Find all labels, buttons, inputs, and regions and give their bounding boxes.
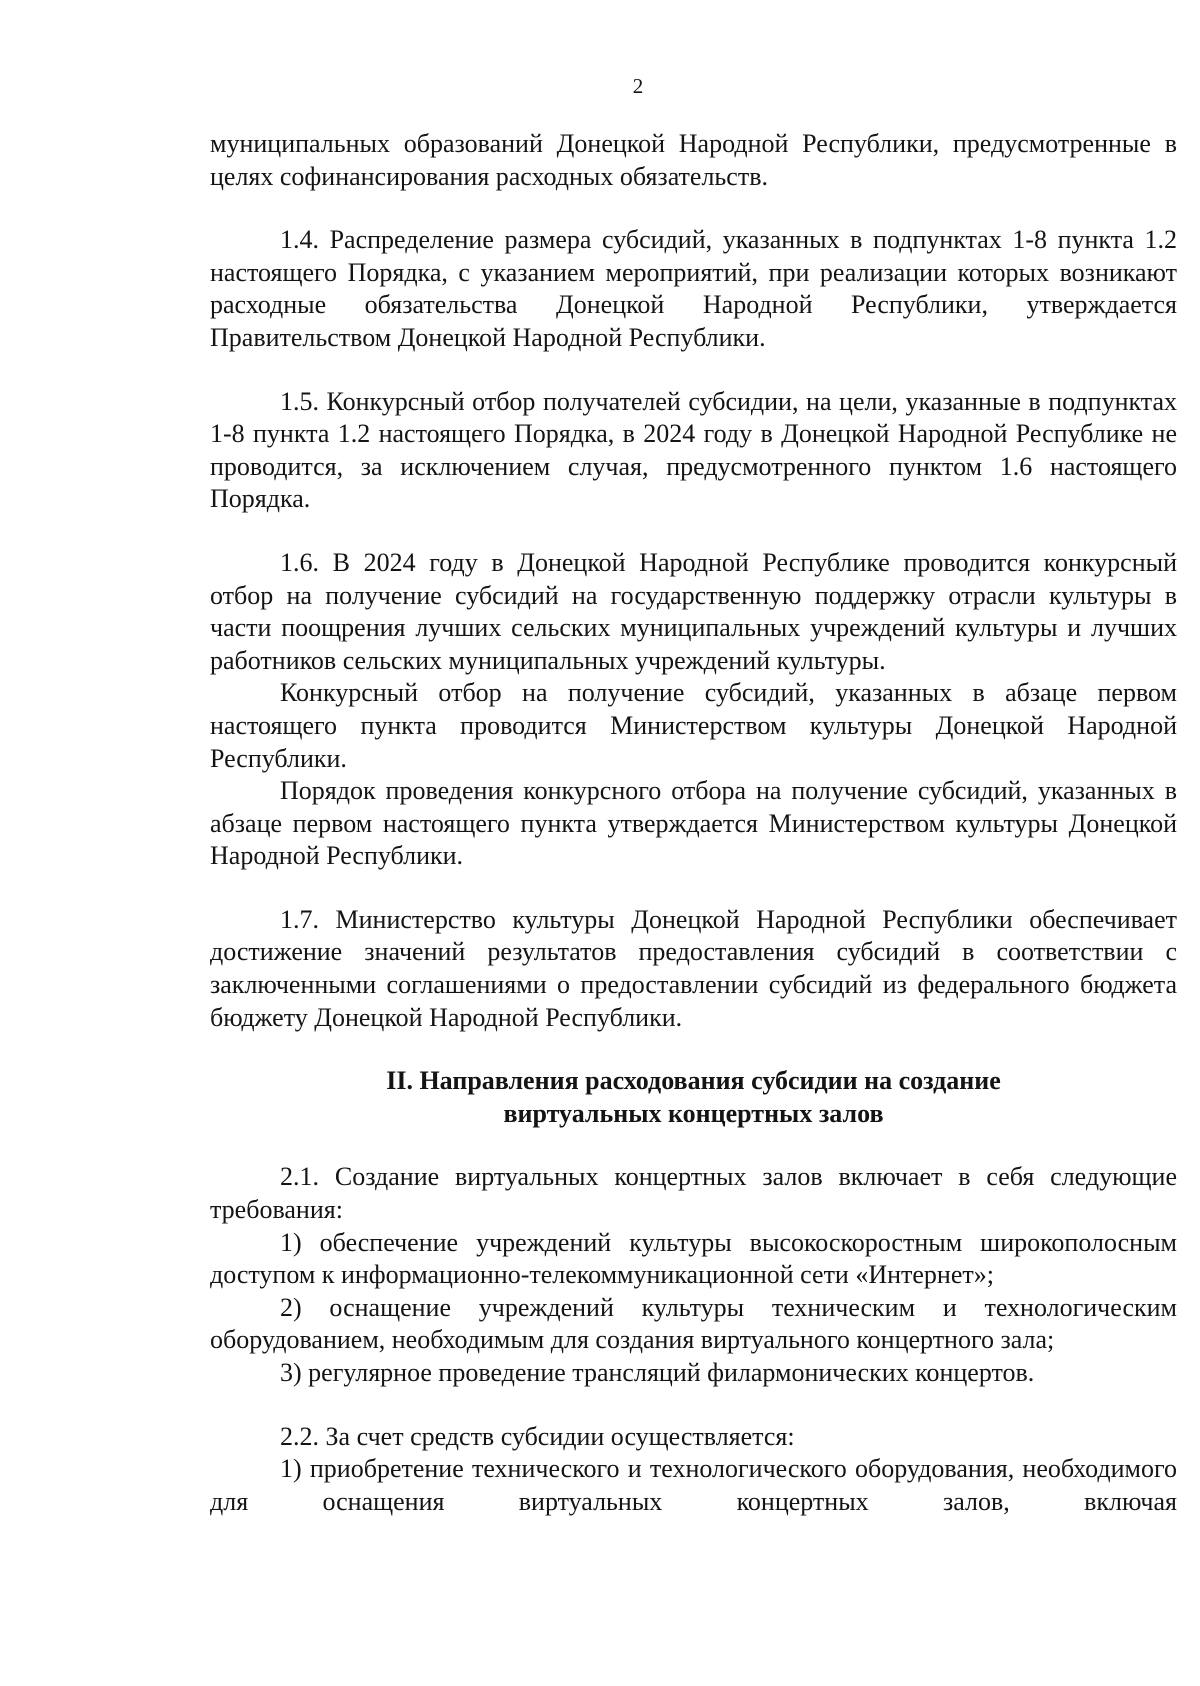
paragraph-gap [210,193,1177,224]
paragraph-1-6-third: Порядок проведения конкурсного отбора на получение субсидий, указанных в абзаце первом настоящего пункта утверждается Министерством культуры Донецкой Народной Республики. [210,776,1177,871]
paragraph-2-1: 2.1. Создание виртуальных концертных залов включает в себя следующие требования: [210,1162,1177,1225]
paragraph-2-2: 2.2. За счет средств субсидии осуществляется: [280,1421,795,1451]
section-heading [210,1065,1177,1130]
paragraph-gap [210,355,1177,386]
section-heading-line-1: II. Направления расходования субсидии на создание [386,1066,1001,1096]
paragraph-1-6-second: Конкурсный отбор на получение субсидий, указанных в абзаце первом настоящего пункта проводится Министерством культуры Донецкой Народной Республики. [210,678,1177,773]
document-body [210,128,1177,1518]
paragraph-1-7: 1.7. Министерство культуры Донецкой Народной Республики обеспечивает достижение значений результатов предоставления субсидий в соответствии с заключенными соглашениями о предоставлении субсидий из федерального бюджета бюджету Донецкой Народной Республики. [210,904,1177,1032]
paragraph-1-4: 1.4. Распределение размера субсидий, указанных в подпунктах 1-8 пункта 1.2 настоящего Порядка, с указанием мероприятий, при реализации которых возникают расходные обязательства Донецкой Народной Республики, утверждается Правительством Донецкой Народной Республики. [210,225,1177,352]
paragraph-1-5: 1.5. Конкурсный отбор получателей субсидии, на цели, указанные в подпунктах 1-8 пункта 1.2 настоящего Порядка, в 2024 году в Донецкой Народной Республике не проводится, за исключением случая, предусмотренного пунктом 1.6 настоящего Порядка. [210,386,1177,514]
paragraph-gap [210,873,1177,904]
paragraph-gap [210,1390,1177,1421]
paragraph-2-2-item-1: 1) приобретение технического и технологического оборудования, необходимого для оснащения виртуальных концертных залов, включая [210,1454,1177,1516]
paragraph-1-6-first: 1.6. В 2024 году в Донецкой Народной Республике проводится конкурсный отбор на получение субсидий на государственную поддержку отрасли культуры в части поощрения лучших сельских муниципальных учреждений культуры и лучших работников сельских муниципальных учреждений культуры. [210,547,1177,675]
paragraph-2-1-item-2: 2) оснащение учреждений культуры техническим и технологическим оборудованием, необходимым для создания виртуального концертного зала; [210,1292,1177,1355]
paragraph-2-1-item-1: 1) обеспечение учреждений культуры высокоскоростным широкополосным доступом к информационно-телекоммуникационной сети «Интернет»; [210,1227,1177,1290]
paragraph-gap [210,1130,1177,1161]
paragraph-gap [210,1034,1177,1065]
paragraph-continuation: муниципальных образований Донецкой Народной Республики, предусмотренные в целях софинансирования расходных обязательств. [210,129,1177,191]
page-number: 2 [632,74,644,98]
paragraph-gap [210,516,1177,547]
paragraph-2-1-item-3: 3) регулярное проведение трансляций филармонических концертов. [280,1358,1035,1387]
section-heading-line-2: виртуальных концертных залов [503,1098,884,1128]
